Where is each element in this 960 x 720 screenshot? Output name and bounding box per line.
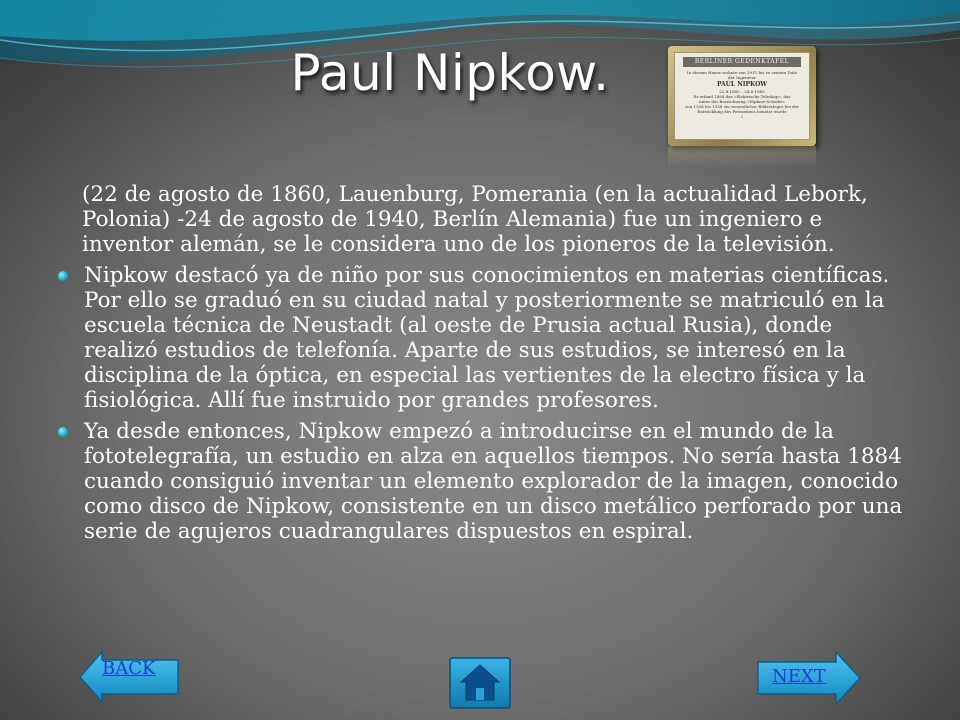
next-button[interactable]	[756, 650, 862, 706]
bullet-icon	[58, 271, 68, 281]
plaque-line: unter der Bezeichnung »Nipkow-Scheibe«	[699, 99, 785, 104]
plaque-dates: 22.8.1860 – 24.8.1940	[719, 89, 765, 94]
next-label[interactable]: NEXT	[772, 666, 826, 687]
plaque-header: BERLINER GEDENKTAFEL	[683, 57, 801, 67]
plaque-line: Entwicklung des Fernsehens benutzt wurde	[697, 109, 787, 114]
bullet-paragraph	[58, 419, 908, 544]
back-label[interactable]: BACK	[102, 658, 156, 679]
plaque-name: PAUL NIPKOW	[716, 81, 768, 88]
memorial-plaque-image	[668, 46, 816, 146]
paragraph-text: Nipkow destacó ya de niño por sus conocimientos en materias científicas. Por ello se graduó en su ciudad natal y posteriormente se matriculó en la escuela técnica de Neustadt (al oeste de Prusia actual Rusia), donde realizó estudios de telefonía. Aparte de sus estudios, se interesó en la disciplina de la óptica, en especial las vertientes de la electro física y la fisiológica. Allí fue instruido por grandes profesores.	[84, 263, 890, 413]
plaque-panel	[674, 52, 810, 140]
plaque-mark: I	[741, 114, 743, 119]
plaque-line: Er erfand 1884 das »Elektrische Teleskop«, das	[693, 94, 791, 99]
plaque-line: von 1928 bis 1938 ein wesentlicher Bildzerleger bei der	[685, 104, 799, 109]
plaque-line: In diesem Hause wohnte von 1911 bis zu seinem Tode	[687, 70, 797, 75]
back-button[interactable]	[78, 650, 180, 704]
paragraph-text: (22 de agosto de 1860, Lauenburg, Pomerania (en la actualidad Lebork, Polonia) -24 de agosto de 1940, Berlín Alemania) fue un ingeniero e inventor alemán, se le considera uno de los pioneros de la televisión.	[82, 182, 868, 257]
bullet-icon	[58, 427, 68, 437]
slide-body	[58, 182, 908, 550]
home-button[interactable]	[449, 657, 511, 709]
plaque-line: der Ingenieur	[728, 75, 756, 80]
intro-paragraph	[58, 182, 908, 257]
bullet-paragraph	[58, 263, 908, 413]
slide-title: Paul Nipkow.	[290, 44, 610, 102]
paragraph-text: Ya desde entonces, Nipkow empezó a introducirse en el mundo de la fototelegrafía, un estudio en alza en aquellos tiempos. No sería hasta 1884 cuando consiguió inventar un elemento explorador de la imagen, conocido como disco de Nipkow, consistente en un disco metálico perforado por una serie de agujeros cuadrangulares dispuestos en espiral.	[84, 419, 903, 544]
home-icon	[449, 657, 511, 709]
plaque-reflection	[668, 146, 816, 168]
